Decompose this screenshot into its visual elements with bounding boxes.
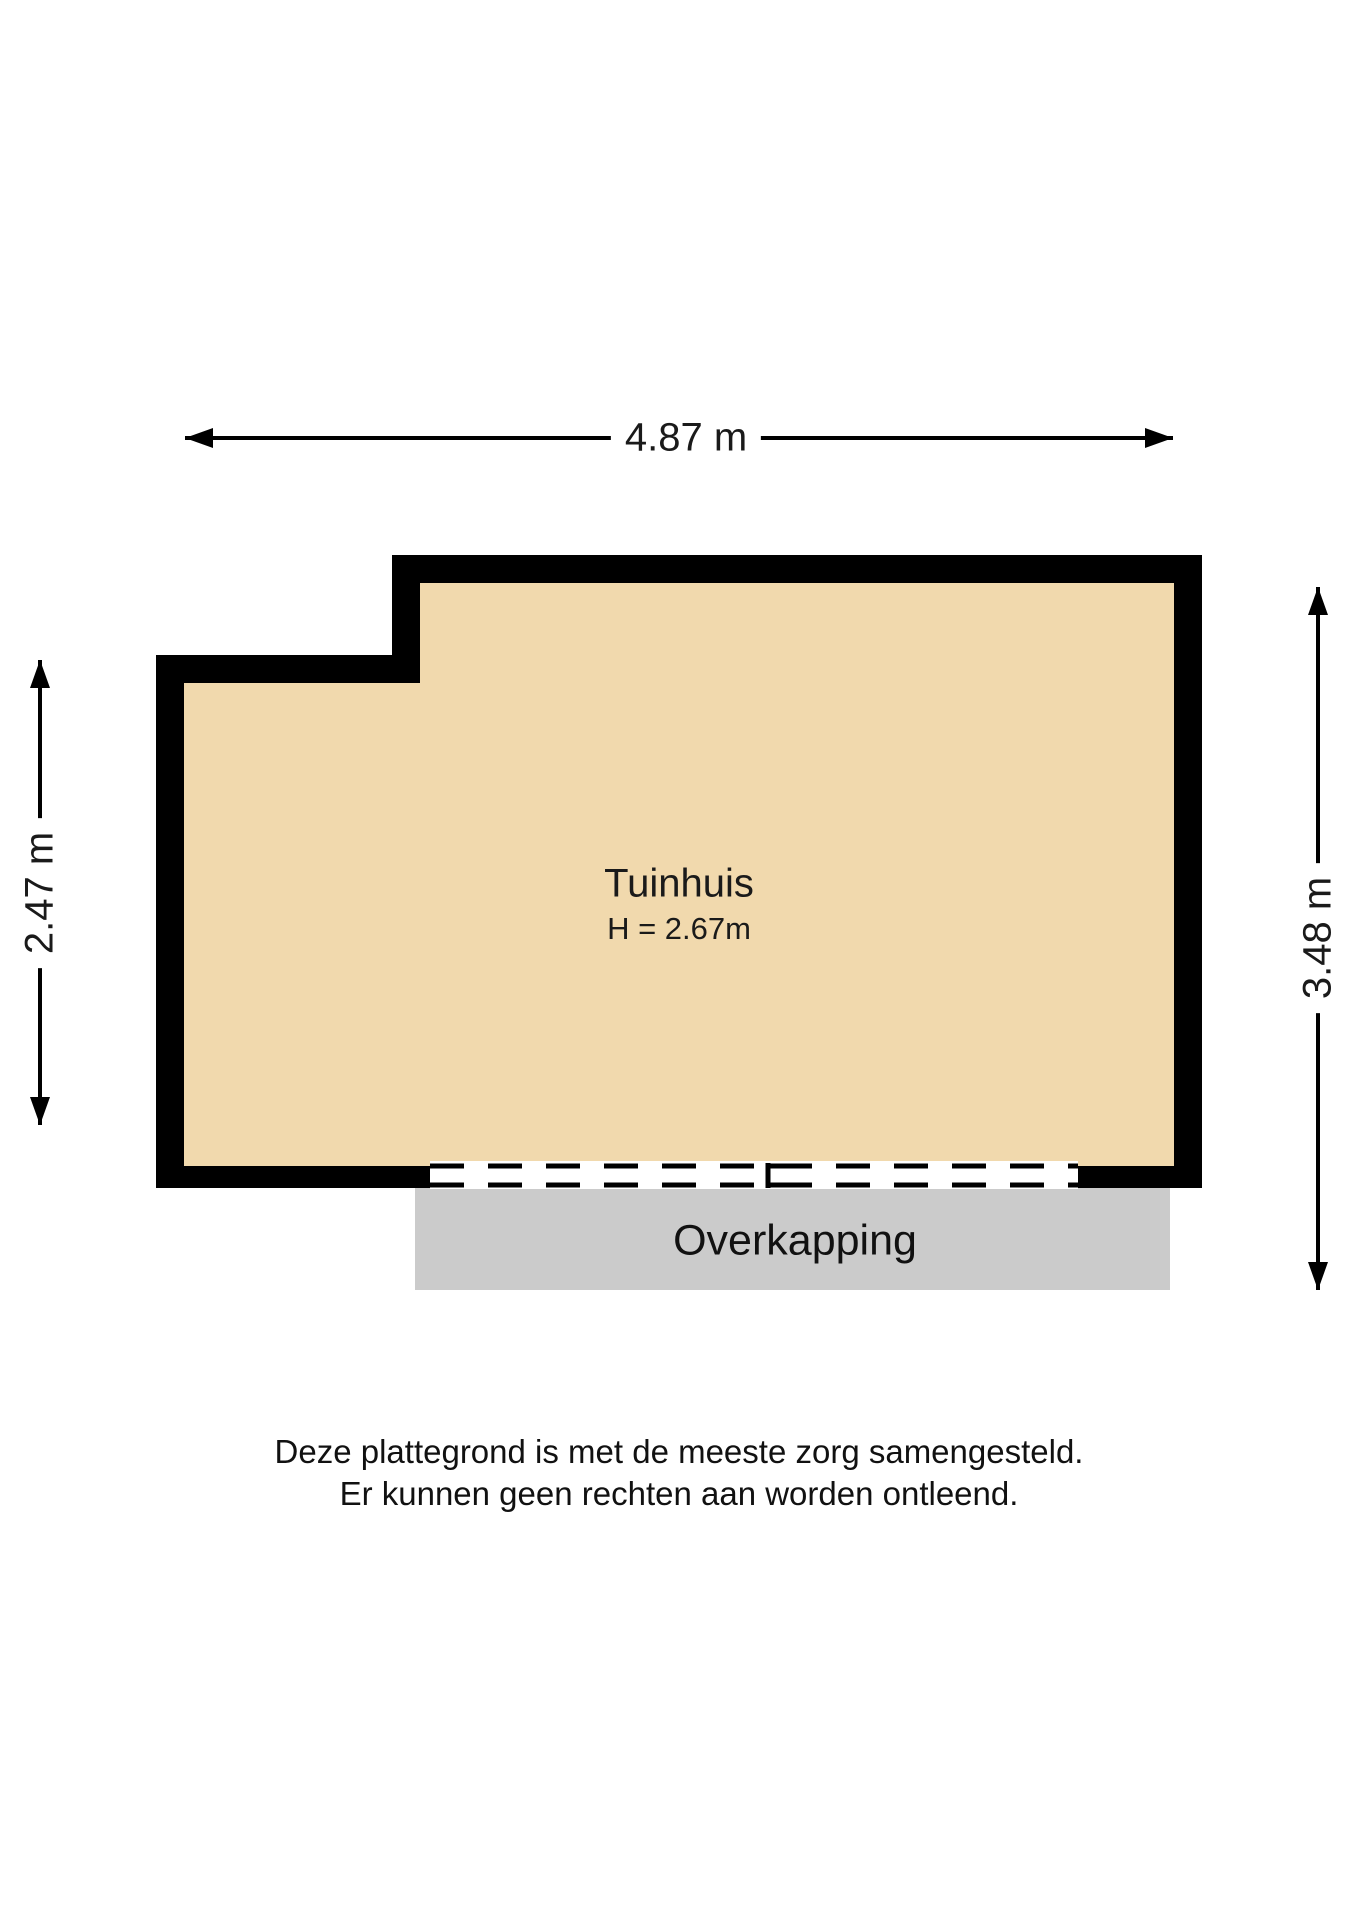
- arrowhead-down-right-icon: [1308, 1262, 1328, 1290]
- room-height-label: H = 2.67m: [607, 911, 751, 946]
- dimension-label-top: 4.87 m: [611, 416, 761, 461]
- arrowhead-left-icon: [185, 428, 213, 448]
- dimension-label-left: 2.47 m: [18, 818, 63, 968]
- room-name-label: Tuinhuis: [604, 861, 754, 906]
- arrowhead-right-icon: [1145, 428, 1173, 448]
- arrowhead-down-left-icon: [30, 1097, 50, 1125]
- arrowhead-up-right-icon: [1308, 587, 1328, 615]
- disclaimer-line-2: Er kunnen geen rechten aan worden ontleend.: [339, 1475, 1019, 1512]
- canopy-name-label: Overkapping: [673, 1216, 917, 1265]
- disclaimer-line-1: Deze plattegrond is met de meeste zorg samengesteld.: [274, 1433, 1084, 1470]
- dimension-label-right: 3.48 m: [1296, 863, 1341, 1013]
- arrowhead-up-left-icon: [30, 660, 50, 688]
